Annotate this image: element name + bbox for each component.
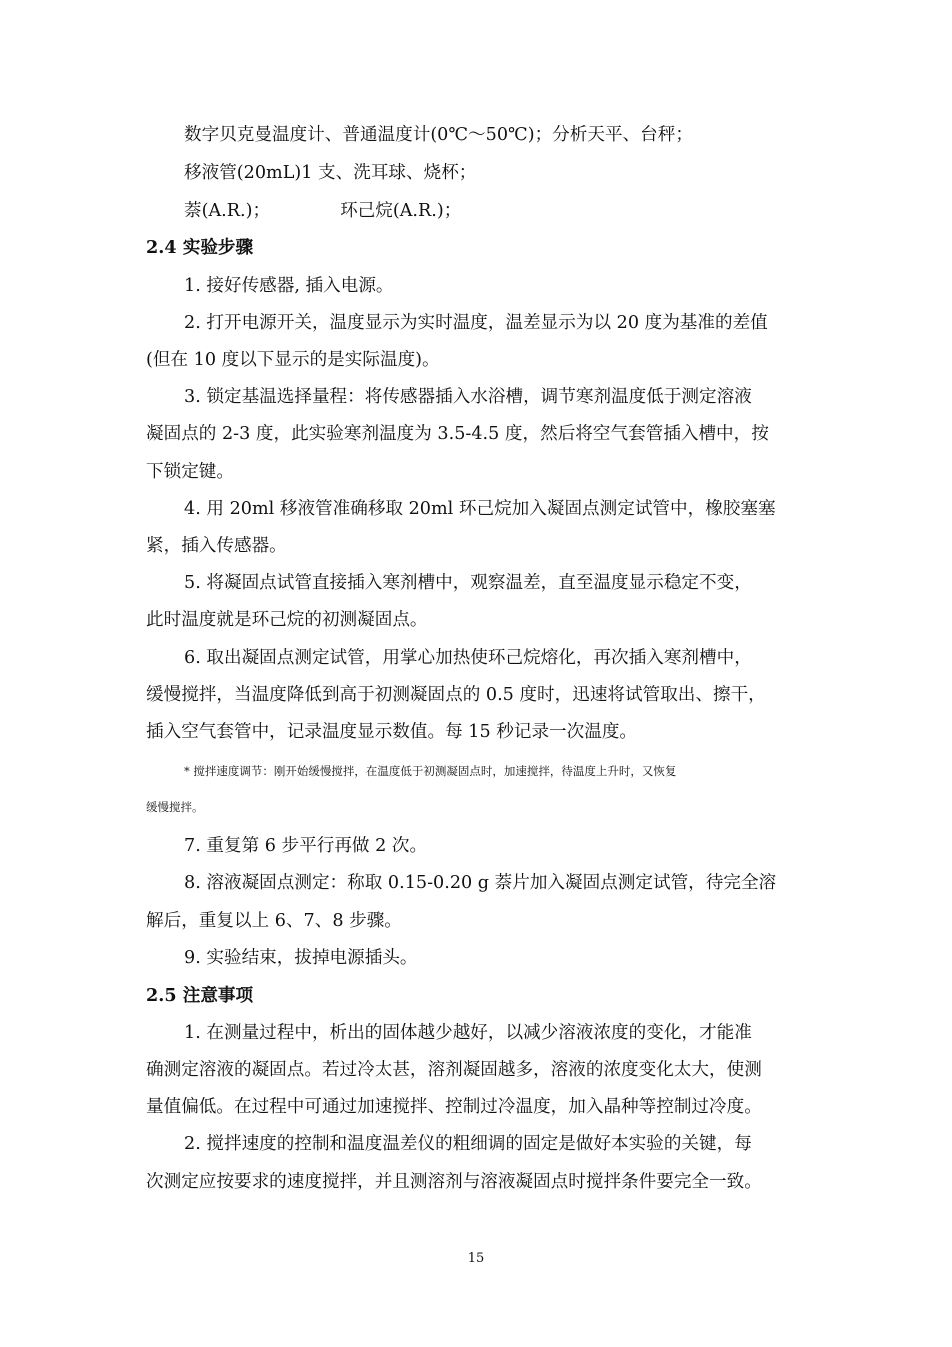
step-7: 7. 重复第 6 步平行再做 2 次。 — [184, 836, 428, 856]
note-1-line-1: 1. 在测量过程中，析出的固体越少越好，以减少溶液浓度的变化，才能准 — [184, 1023, 752, 1043]
step-6-line-1: 6. 取出凝固点测定试管，用掌心加热使环己烷熔化，再次插入寒剂槽中， — [184, 648, 752, 668]
section-heading-2-4: 2.4 实验步骤 — [146, 237, 254, 258]
step-4-line-2: 紧，插入传感器。 — [146, 536, 287, 556]
step-9: 9. 实验结束，拔掉电源插头。 — [184, 948, 418, 968]
note-1-line-2: 确测定溶液的凝固点。若过冷太甚，溶剂凝固越多，溶液的浓度变化太大，使测 — [146, 1060, 762, 1080]
note-2-line-2: 次测定应按要求的速度搅拌，并且测溶剂与溶液凝固点时搅拌条件要完全一致。 — [146, 1172, 762, 1192]
stirring-note-line-2: 缓慢搅拌。 — [146, 800, 204, 814]
step-3-line-1: 3. 锁定基温选择量程：将传感器插入水浴槽，调节寒剂温度低于测定溶液 — [184, 387, 752, 407]
step-1: 1. 接好传感器, 插入电源。 — [184, 276, 394, 296]
materials-line-3 — [184, 199, 461, 223]
reagent-cyclohexane: 环己烷(A.R.)； — [340, 201, 462, 221]
step-6-line-2: 缓慢搅拌，当温度降低到高于初测凝固点的 0.5 度时，迅速将试管取出、擦干， — [146, 685, 766, 705]
stirring-note-line-1: * 搅拌速度调节：刚开始缓慢搅拌，在温度低于初测凝固点时，加速搅拌，待温度上升时，又恢复 — [184, 764, 677, 778]
step-4-line-1: 4. 用 20ml 移液管准确移取 20ml 环己烷加入凝固点测定试管中，橡胶塞塞 — [184, 499, 776, 519]
step-8-line-1: 8. 溶液凝固点测定：称取 0.15-0.20 g 萘片加入凝固点测定试管，待完全溶 — [184, 873, 777, 893]
step-5-line-1: 5. 将凝固点试管直接插入寒剂槽中，观察温差，直至温度显示稳定不变， — [184, 573, 752, 593]
step-2-line-2: (但在 10 度以下显示的是实际温度)。 — [146, 350, 440, 370]
note-2-line-1: 2. 搅拌速度的控制和温度温差仪的粗细调的固定是做好本实验的关键，每 — [184, 1134, 752, 1154]
section-heading-2-5: 2.5 注意事项 — [146, 985, 254, 1006]
step-8-line-2: 解后，重复以上 6、7、8 步骤。 — [146, 911, 402, 931]
materials-line-2: 移液管(20mL)1 支、洗耳球、烧杯； — [184, 163, 477, 183]
page-number: 15 — [467, 1251, 485, 1266]
step-3-line-3: 下锁定键。 — [146, 462, 234, 482]
step-2-line-1: 2. 打开电源开关，温度显示为实时温度，温差显示为以 20 度为基准的差值 — [184, 313, 768, 333]
step-5-line-2: 此时温度就是环己烷的初测凝固点。 — [146, 610, 428, 630]
note-1-line-3: 量值偏低。在过程中可通过加速搅拌、控制过冷温度，加入晶种等控制过冷度。 — [146, 1097, 762, 1117]
materials-line-1: 数字贝克曼温度计、普通温度计(0℃～50℃)；分析天平、台秤； — [184, 125, 693, 145]
step-3-line-2: 凝固点的 2-3 度，此实验寒剂温度为 3.5-4.5 度，然后将空气套管插入槽中，按 — [146, 424, 769, 444]
step-6-line-3: 插入空气套管中，记录温度显示数值。每 15 秒记录一次温度。 — [146, 722, 638, 742]
reagent-naphthalene: 萘(A.R.)； — [184, 201, 271, 221]
